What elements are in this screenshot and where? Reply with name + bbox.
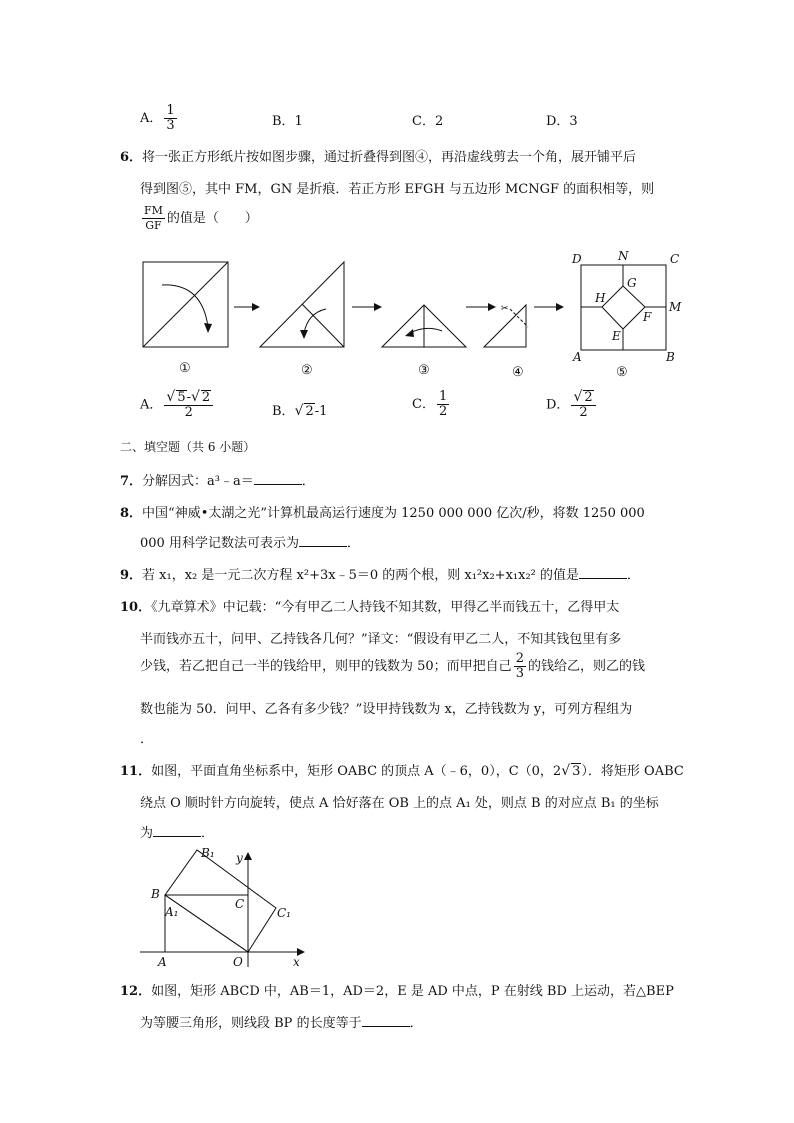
q5-option-b: B．1 (272, 114, 303, 129)
q5-option-d: D．3 (546, 114, 578, 129)
q11-answer-blank[interactable] (153, 824, 201, 837)
q7: 7．分解因式：a³﹣a＝ ． (120, 474, 315, 489)
q11-line1: 11．如图，平面直角坐标系中，矩形 OABC 的顶点 A（﹣6，0），C（0，2√ 3）．将矩形 OABC (120, 763, 684, 779)
q5-option-c: C．2 (412, 114, 444, 129)
q10-line3: 少钱，若乙把自己一半的钱给甲，则甲的钱数为 50；而甲把自己 $\frac{2}{3}$ 的钱给乙，则乙的钱 (140, 651, 645, 681)
fig5-label-a: A (573, 350, 582, 364)
q6-line1: 6．将一张正方形纸片按如图步骤，通过折叠得到图④，再沿虚线剪去一个角，展开铺平后 (120, 150, 637, 165)
fig5-label-c: C (670, 252, 680, 266)
q8-line2: 000 用科学记数法可表示为 ． (140, 536, 360, 551)
q6-option-d: D． $\frac{√ 2}{2}$ (546, 390, 598, 420)
q6-line3: $\frac{FM}{GF}$ 的值是（ ） (144, 204, 258, 232)
q11-line2: 绕点 O 顺时针方向旋转，使点 A 恰好落在 OB 上的点 A₁ 处，则点 B 的对应点 B₁ 的坐标 (140, 796, 659, 811)
fold-step-2 (260, 262, 344, 347)
fig5-label-e: E (612, 329, 621, 343)
q11-label-a: A (158, 955, 167, 969)
fig5-label-h: H (595, 291, 606, 305)
step-arrow-4 (534, 303, 564, 311)
fig-caption-1: ① (179, 361, 191, 376)
q8-line1: 8．中国“神威•太湖之光”计算机最高运行速度为 1250 000 000 亿次/秒，将数 1250 000 (120, 506, 645, 521)
q6-figure (130, 245, 700, 385)
fig5-label-n: N (618, 249, 629, 263)
q12-line2: 为等腰三角形，则线段 BP 的长度等于 ． (140, 1016, 423, 1031)
q11-label-o: O (233, 955, 243, 969)
fig-caption-3: ③ (418, 363, 430, 378)
fold-step-5 (581, 265, 666, 350)
fig-caption-5: ⑤ (616, 365, 628, 380)
q6-line2: 得到图⑤，其中 FM，GN 是折痕．若正方形 EFGH 与五边形 MCNGF 的面积相等，则 (140, 182, 655, 197)
q9-answer-blank[interactable] (579, 566, 627, 579)
fig5-label-f: F (643, 310, 652, 324)
q11-label-a1: A₁ (165, 905, 179, 919)
q5-option-a: A． $\frac{1}{3}$ (140, 103, 175, 133)
q6-option-b: B．√ 2-1 (272, 403, 328, 419)
q12-answer-blank[interactable] (362, 1014, 410, 1027)
q10-line5: ． (140, 732, 154, 747)
q6-option-c: C． $\frac{1}{2}$ (412, 389, 448, 419)
fig-caption-2: ② (301, 363, 313, 378)
q10-line1: 10．《九章算术》中记载：“今有甲乙二人持钱不知其数，甲得乙半而钱五十，乙得甲太 (120, 600, 620, 615)
step-arrow-3 (466, 303, 496, 311)
fig5-label-d: D (572, 252, 582, 266)
fold-step-4 (484, 304, 528, 347)
q7-answer-blank[interactable] (254, 472, 302, 485)
q11-line3: 为 ． (140, 826, 215, 841)
step-arrow-1 (234, 303, 260, 311)
q6-option-a: A． $\frac{√ 5-√ 2}{2}$ (140, 390, 215, 420)
q11-label-y: y (236, 851, 243, 865)
fig-caption-4: ④ (512, 365, 524, 380)
fold-step-1 (143, 262, 228, 347)
fig5-label-b: B (666, 350, 675, 364)
q11-label-c1: C₁ (277, 906, 291, 920)
fig5-label-m: M (669, 300, 682, 314)
step-arrow-2 (352, 303, 382, 311)
q11-label-b: B (151, 887, 160, 901)
q10-line4: 数也能为 50．问甲、乙各有多少钱？”设甲持钱数为 x，乙持钱数为 y，可列方程组为 (140, 702, 633, 717)
fold-step-3 (382, 305, 466, 347)
q11-label-b1: B₁ (201, 846, 215, 860)
q9: 9．若 x₁，x₂ 是一元二次方程 x²+3x﹣5＝0 的两个根，则 x₁²x₂+x₁x₂² 的值是 ． (120, 568, 641, 583)
q11-figure (135, 842, 310, 972)
q8-answer-blank[interactable] (299, 534, 347, 547)
section-heading: 二、填空题（共 6 小题） (120, 440, 256, 454)
q11-label-c: C (235, 897, 245, 911)
fig5-label-g: G (627, 276, 637, 290)
svg-text:✂: ✂ (501, 304, 509, 314)
q11-label-x: x (293, 955, 300, 969)
q12-line1: 12．如图，矩形 ABCD 中，AB＝1，AD＝2，E 是 AD 中点，P 在射线 BD 上运动，若△BEP (120, 984, 674, 999)
q10-line2: 半而钱亦五十，问甲、乙持钱各几何？”译文：“假设有甲乙二人，不知其钱包里有多 (140, 632, 622, 647)
